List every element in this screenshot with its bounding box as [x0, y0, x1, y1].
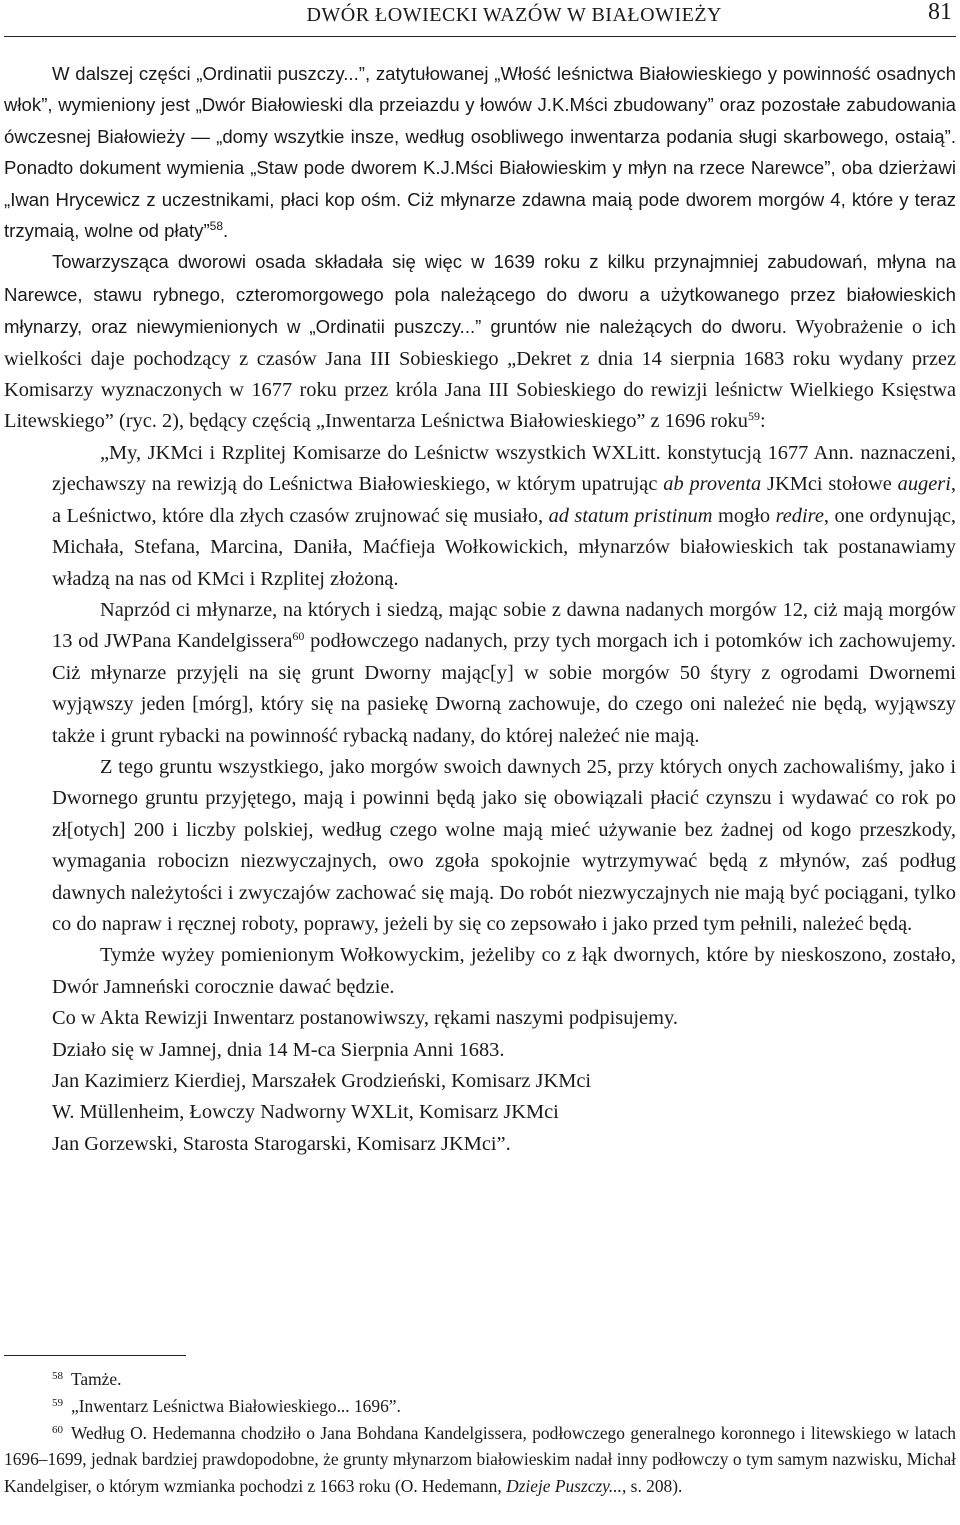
main-text [4, 58, 956, 1160]
signature-3: Jan Gorzewski, Starosta Starogarski, Komisarz JKMci”. [52, 1132, 511, 1155]
cited-title: Dzieje Puszczy... [506, 1476, 622, 1497]
footnote-number: 59 [52, 1396, 63, 1409]
footnote-59 [4, 1393, 956, 1420]
signature-1: Jan Kazimierz Kierdiej, Marszałek Grodzieński, Komisarz JKMci [52, 1070, 592, 1092]
quote-line-6: Działo się w Jamnej, dnia 14 M-ca Sierpnia Anni 1683. [52, 1038, 505, 1061]
quote-text: , one ordynując, Michała, Stefana, Marcina, Daniła, Maćfieja Wołkowickich, młynarzów białowieskich tak postanawiamy władzą na nas od KMci i Rzplitej złożoną. [52, 504, 957, 590]
running-title: DWÓR ŁOWIECKI WAZÓW W BIAŁOWIEŻY [306, 4, 722, 26]
quote-text: , a Leśnictwo, które dla złych czasów zrujnować się musiało, [52, 473, 956, 527]
footnote-text: , s. 208). [621, 1476, 683, 1497]
quoted-decree [4, 438, 956, 1160]
page-header [0, 0, 960, 36]
latin-phrase: augeri [897, 473, 951, 496]
quote-paragraph-3: Z tego gruntu wszystkiego, jako morgów swoich dawnych 25, przy których onych zachowaliśmy, jako i Dwornego gruntu przyjętego, mają i powinni będą jako się obowiązali płacić czynszu i wydawać co rok po zł[otych] 200 i liczby polskiej, według czego wolne mają mieć używanie bez żadnej od kogo przeszkody, wymagania robocizn niezwyczajnych, owo zgoła spokojnie wytrzymywać będą z młynów, zaś podług dawnych należytości i zwyczajów zachować się mają. Do robót niezwyczajnych nie mają być pociągani, tylko co do napraw i ręcznej roboty, poprawy, jeżeli by się co zepsowało i jako przed tym pełnili, należeć będą. [52, 755, 956, 935]
latin-phrase: ab proventa [663, 473, 762, 496]
footnote-number: 60 [52, 1423, 63, 1436]
latin-phrase: ad statum pristinum [548, 504, 713, 527]
footnote-number: 58 [52, 1370, 63, 1382]
footnote-text: Tamże. [71, 1369, 122, 1389]
footnote-text: „Inwentarz Leśnictwa Białowieskiego... 1696”. [71, 1395, 401, 1416]
footnote-text: Według O. Hedemanna chodziło o Jana Bohdana Kandelgissera, podłowczego generalnego koronnego i litewskiego w latach 1696–1699, jednak bardziej prawdopodobne, że grunty młynarzom białowieskim nadał inny podłowczy o tym samym nazwisku, Michał Kandelgiser, o którym wzmianka pochodzi z 1663 roku (O. Hedemann, [4, 1422, 956, 1497]
quote-line-5: Co w Akta Rewizji Inwentarz postanowiwszy, rękami naszymi podpisujemy. [52, 1007, 678, 1030]
paragraph-2-sans-text: Towarzysząca dworowi osada składała się więc w 1639 roku z kilku przynajmniej zabudowań, młyna na Narewce, stawu rybnego, czteromorgowego pola należącego do dworu a użytkowanego przez białowieskich młynarzy, oraz niewymienionych w „Ordinatii puszczy...” gruntów nie należących do dworu. [4, 251, 956, 338]
latin-phrase: redire [775, 504, 824, 527]
quote-text: mogło [717, 504, 771, 527]
quote-text: Naprzód ci młynarze, na których i siedzą, mając sobie z dawna nadanych morgów 12, ciż mają morgów 13 od JWPana Kandelgissera [52, 598, 956, 653]
quote-text: „My, JKMci i Rzplitej Komisarze do Leśnictw wszystkich WXLitt. konstytucją 1677 Ann. naznaczeni, zjechawszy na rewizją do Leśnictwa Białowieskiego, w którym upatrując [52, 441, 956, 496]
paragraph-2-text: Wyobrażenie o ich wielkości daje pochodzący z czasów Jana III Sobieskiego „Dekret z dnia 14 sierpnia 1683 roku wydany przez Komisarzy wyznaczonych w 1677 roku przez króla Jana III Sobieskiego do rewizji leśnictw Wielkiego Księstwa Litewskiego” (ryc. 2), będący częścią „Inwentarza Leśnictwa Białowieskiego” z 1696 roku [4, 316, 956, 433]
quote-text: podłowczego nadanych, przy tych morgach ich i potomków ich zachowujemy. Ciż młynarze przyjęli na się grunt Dworny mając[y] w sobie morgów 50 śtyry z ogrodami Dwornemi wyjąwszy jeden [mórg], który się na pasiekę Dworną zachowuje, do czego oni należeć nie będą, wyjąwszy także i grunt rybacki na powinność rybacką nadany, do której należeć nie mają. [52, 630, 956, 747]
footnotes [4, 1366, 956, 1500]
paragraph-1-text: W dalszej części „Ordinatii puszczy...”, zatytułowanej „Włość leśnictwa Białowieskiego y powinność osadnych włok”, wymieniony jest „Dwór Białowieski dla przeiazdu y łowów J.K.Mści zbudowany” oraz pozostałe zabudowania ówczesnej Białowieży — „domy wszytkie insze, według osobliwego inwentarza podania sługi skarbowego, ostaią”. Ponadto dokument wymienia „Staw pode dworem K.J.Mści Białowieskim y młyn na rzece Narewce”, oba dzierżawi „Iwan Hrycewicz z uczestnikami, płaci kop ośm. Ciż młynarze zdawna maią pode dworem morgów 4, które y teraz trzymaią, wolne od płaty” [4, 63, 956, 242]
footnote-ref-60[interactable]: 60 [292, 629, 305, 644]
footnote-58 [4, 1366, 956, 1393]
page-number: 81 [928, 0, 952, 25]
footnote-rule [4, 1355, 186, 1356]
footnote-ref-58[interactable]: 58 [209, 219, 224, 234]
quote-text: JKMci stołowe [767, 473, 892, 496]
footnote-60 [4, 1420, 956, 1500]
quote-paragraph-4: Tymże wyżey pomienionym Wołkowyckim, jeżeliby co z łąk dwornych, które by nieskoszono, zostało, Dwór Jamneński corocznie dawać będzie. [52, 944, 956, 998]
quote-paragraph-1 [4, 438, 956, 595]
paragraph-2: Towarzysząca dworowi osada składała się więc w 1639 roku z kilku przynajmniej zabudowań, młyna na Narewce, stawu rybnego, czteromorgowego pola należącego do dworu a użytkowanego przez białowieskich młynarzy, oraz niewymienionych w „Ordinatii puszczy...” gruntów nie należących do dworu. Wyobrażenie o ich wielkości daje pochodzący z czasów Jana III Sobieskiego „Dekret z dnia 14 sierpnia 1683 roku wydany przez Komisarzy wyznaczonych w 1677 roku przez króla Jana III Sobieskiego do rewizji leśnictw Wielkiego Księstwa Litewskiego” (ryc. 2), będący częścią „Inwentarza Leśnictwa Białowieskiego” z 1696 roku$^{59}$: [4, 251, 956, 433]
footnote-ref-59[interactable]: 59 [747, 409, 760, 424]
quote-paragraph-2 [52, 595, 956, 752]
header-rule [4, 36, 956, 37]
paragraph-1: W dalszej części „Ordinatii puszczy...”, zatytułowanej „Włość leśnictwa Białowieskiego y powinność osadnych włok”, wymieniony jest „Dwór Białowieski dla przeiazdu y łowów J.K.Mści zbudowany” oraz pozostałe zabudowania ówczesnej Białowieży — „domy wszytkie insze, według osobliwego inwentarza podania sługi skarbowego, ostaią”. Ponadto dokument wymienia „Staw pode dworem K.J.Mści Białowieskim y młyn na rzece Narewce”, oba dzierżawi „Iwan Hrycewicz z uczestnikami, płaci kop ośm. Ciż młynarze zdawna maią pode dworem morgów 4, które y teraz trzymaią, wolne od płaty”$^{58}$. [4, 63, 956, 242]
signature-2: W. Müllenheim, Łowczy Nadworny WXLit, Komisarz JKMci [52, 1101, 559, 1124]
